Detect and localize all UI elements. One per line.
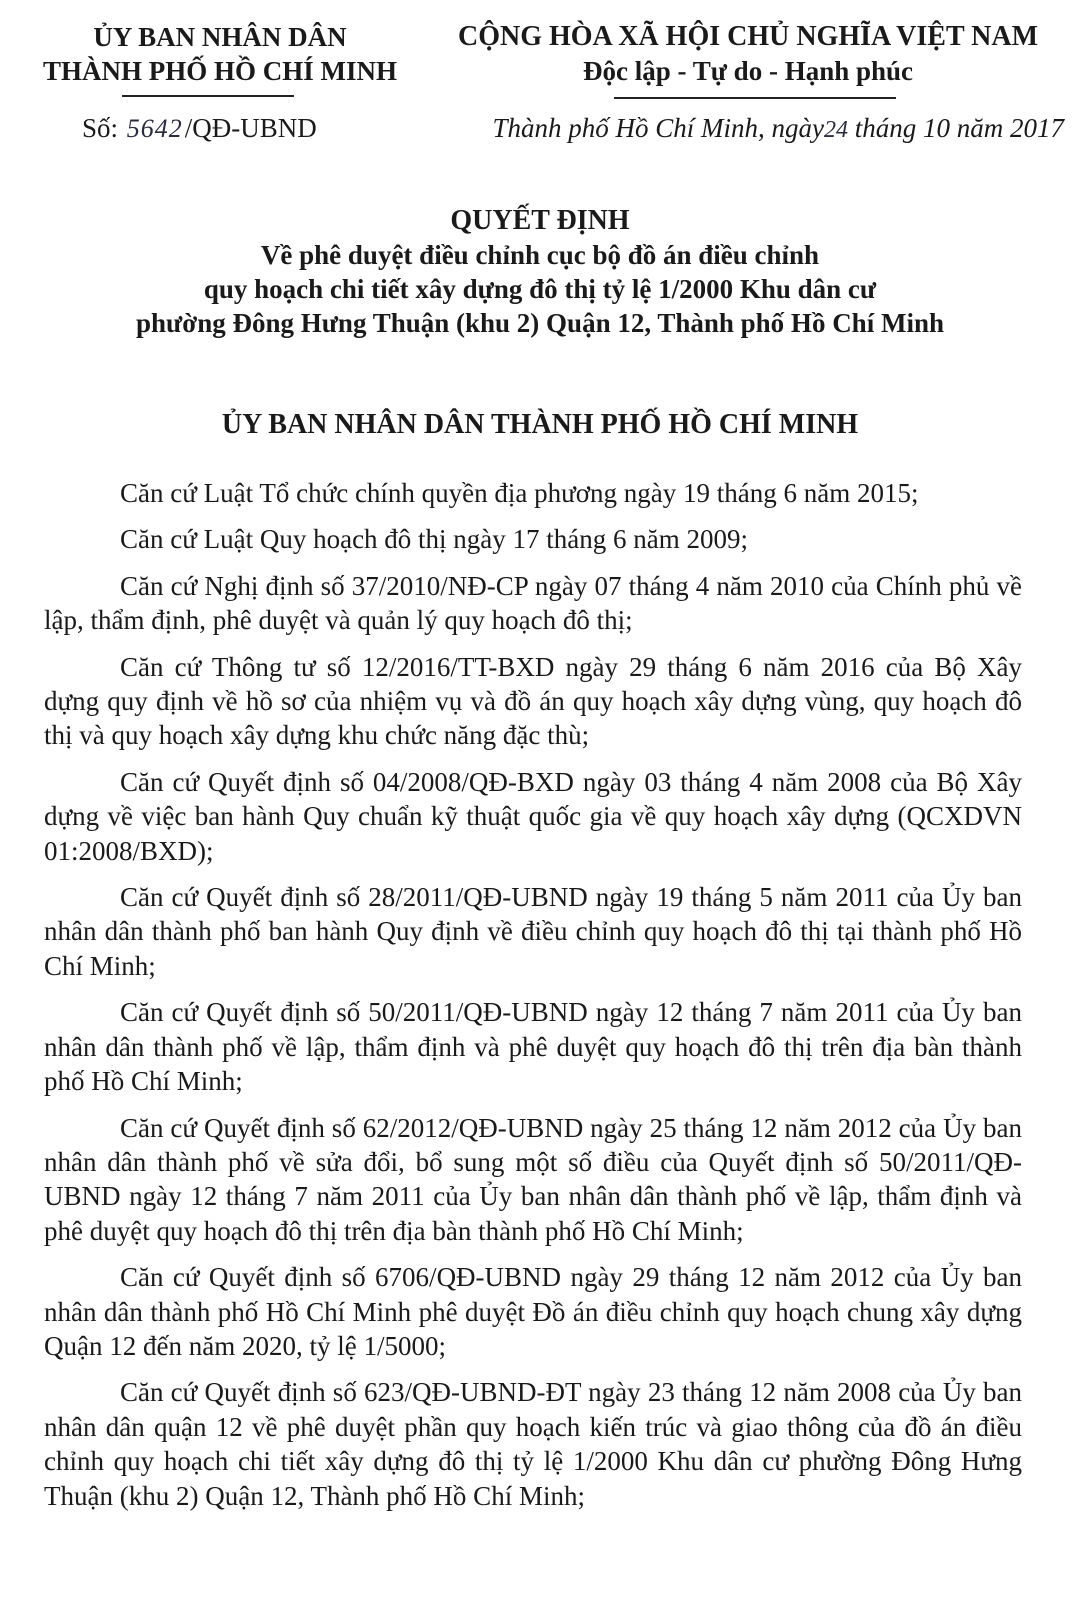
authority-heading: ỦY BAN NHÂN DÂN THÀNH PHỐ HỒ CHÍ MINH [221,409,859,440]
paragraph: Căn cứ Quyết định số 6706/QĐ-UBND ngày 29 tháng 12 năm 2012 của Ủy ban nhân dân thành phố Hồ Chí Minh phê duyệt Đồ án điều chỉnh quy hoạch chung xây dựng Quận 12 đến năm 2020, tỷ lệ 1/5000; [44,1262,1022,1361]
paragraph: Căn cứ Luật Quy hoạch đô thị ngày 17 tháng 6 năm 2009; [120,524,749,555]
paragraph: Căn cứ Thông tư số 12/2016/TT-BXD ngày 29 tháng 6 năm 2016 của Bộ Xây dựng quy định về hồ sơ của nhiệm vụ và đồ án quy hoạch xây dựng vùng, quy hoạch đô thị và quy hoạch xây dựng khu chức năng đặc thù; [44,651,1022,751]
paragraph: Căn cứ Quyết định số 04/2008/QĐ-BXD ngày 03 tháng 4 năm 2008 của Bộ Xây dựng về việc ban hành Quy chuẩn kỹ thuật quốc gia về quy hoạch xây dựng (QCXDVN 01:2008/BXD); [44,766,1022,866]
decision-title [0,204,1080,340]
paragraph: Căn cứ Luật Tổ chức chính quyền địa phương ngày 19 tháng 6 năm 2015; [120,478,919,508]
document-body [44,476,1022,1525]
decision-title-line4: phường Đông Hưng Thuận (khu 2) Quận 12, Thành phố Hồ Chí Minh [136,308,944,338]
decision-title-line2: Về phê duyệt điều chỉnh cục bộ đồ án điều chỉnh [260,240,820,270]
document-number-value: 5642 [126,114,183,143]
dateline-day: 24 [824,117,848,143]
decision-title-line1: QUYẾT ĐỊNH [450,205,630,236]
document-number [82,111,317,146]
paragraph: Căn cứ Nghị định số 37/2010/NĐ-CP ngày 07 tháng 4 năm 2010 của Chính phủ về lập, thẩm định, phê duyệt và quản lý quy hoạch đô thị; [44,570,1022,636]
paragraph: Căn cứ Quyết định số 28/2011/QĐ-UBND ngày 19 tháng 5 năm 2011 của Ủy ban nhân dân thành phố ban hành Quy định về điều chỉnh quy hoạch đô thị tại thành phố Hồ Chí Minh; [44,882,1022,981]
document-number-suffix: /QĐ-UBND [184,113,317,143]
paragraph: Căn cứ Quyết định số 50/2011/QĐ-UBND ngày 12 tháng 7 năm 2011 của Ủy ban nhân dân thành phố về lập, thẩm định và phê duyệt quy hoạch đô thị trên địa bàn thành phố Hồ Chí Minh; [44,997,1022,1097]
dateline-suffix: tháng 10 năm 2017 [854,113,1064,143]
national-header [432,20,1064,88]
paragraph: Căn cứ Quyết định số 62/2012/QĐ-UBND ngày 25 tháng 12 năm 2012 của Ủy ban nhân dân thành phố về sửa đổi, bổ sung một số điều của Quyết định số 50/2011/QĐ-UBND ngày 12 tháng 7 năm 2011 của Ủy ban nhân dân thành phố về lập, thẩm định và phê duyệt quy hoạch đô thị trên địa bàn thành phố Hồ Chí Minh; [44,1112,1022,1246]
decision-title-line3: quy hoạch chi tiết xây dựng đô thị tỷ lệ 1/2000 Khu dân cư [203,274,877,304]
header-right-underline [614,97,896,99]
paragraph: Căn cứ Quyết định số 623/QĐ-UBND-ĐT ngày 23 tháng 12 năm 2008 của Ủy ban nhân dân quận 12 về phê duyệt phần quy hoạch kiến trúc và giao thông của đồ án điều chỉnh quy hoạch chi tiết xây dựng đô thị tỷ lệ 1/2000 Khu dân cư phường Đông Hưng Thuận (khu 2) Quận 12, Thành phố Hồ Chí Minh; [44,1377,1022,1511]
national-title: CỘNG HÒA XÃ HỘI CHỦ NGHĨA VIỆT NAM [457,21,1039,52]
document-number-prefix: Số: [82,113,119,143]
issuing-authority-line1: ỦY BAN NHÂN DÂN [93,22,347,52]
national-motto: Độc lập - Tự do - Hạnh phúc [582,56,914,86]
issuing-authority-header [20,20,420,88]
header-left-underline [122,95,294,97]
document-dateline [430,111,1064,147]
dateline-prefix: Thành phố Hồ Chí Minh, ngày [492,113,824,143]
issuing-authority-line2: THÀNH PHỐ HỒ CHÍ MINH [42,56,397,86]
